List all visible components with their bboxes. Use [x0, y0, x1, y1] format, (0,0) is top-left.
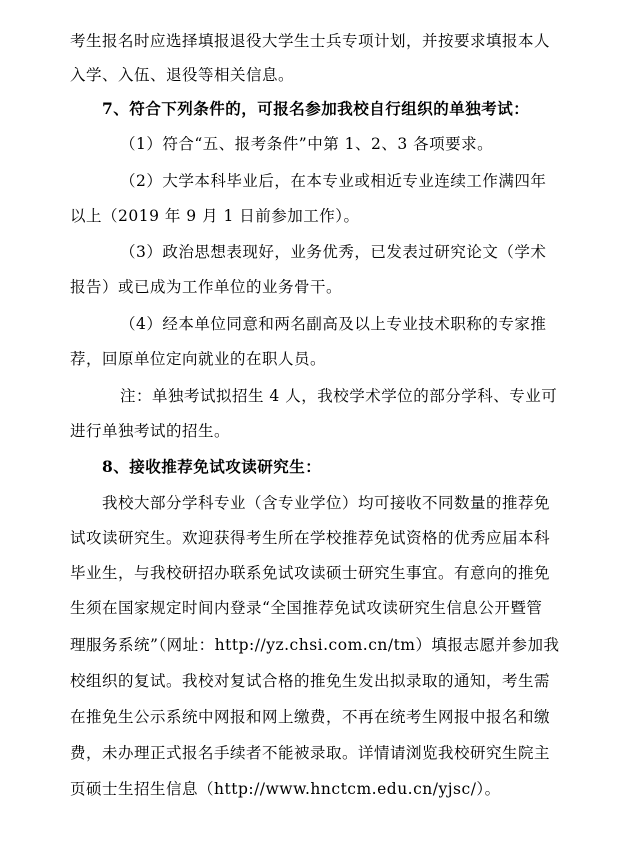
intro-line-2: 入学、入伍、退役等相关信息。	[70, 66, 295, 84]
section-8-body-line-4: 生须在国家规定时间内登录“全国推荐免试攻读研究生信息公开暨管	[70, 599, 543, 617]
condition-3-line-1: （3）政治思想表现好，业务优秀，已发表过研究论文（学术	[120, 243, 547, 261]
note-line-2: 进行单独考试的招生。	[70, 422, 231, 440]
condition-2-line-1: （2）大学本科毕业后，在本专业或相近专业连续工作满四年	[120, 172, 547, 190]
section-7-heading: 7、符合下列条件的，可报名参加我校自行组织的单独考试：	[102, 99, 530, 118]
condition-2-line-2: 以上（2019 年 9 月 1 日前参加工作）。	[70, 207, 360, 225]
section-8-heading: 8、接收推荐免试攻读研究生：	[102, 457, 322, 476]
note-line-1: 注：单独考试拟招生 4 人，我校学术学位的部分学科、专业可	[120, 387, 558, 405]
condition-4-line-1: （4）经本单位同意和两名副高及以上专业技术职称的专家推	[120, 315, 547, 333]
section-8-body-line-1: 我校大部分学科专业（含专业学位）均可接收不同数量的推荐免	[102, 494, 551, 512]
section-8-body-line-8: 费，未办理正式报名手续者不能被录取。详情请浏览我校研究生院主	[70, 744, 551, 762]
section-8-body-line-5: 理服务系统”（网址：http://yz.chsi.com.cn/tm）填报志愿并参加我	[70, 636, 560, 654]
condition-3-line-2: 报告）或已成为工作单位的业务骨干。	[70, 278, 343, 296]
condition-1: （1）符合“五、报考条件”中第 1、2、3 各项要求。	[120, 135, 494, 153]
section-8-body-line-3: 毕业生，与我校研招办联系免试攻读硕士研究生事宜。有意向的推免	[70, 564, 551, 582]
intro-line-1: 考生报名时应选择填报退役大学生士兵专项计划，并按要求填报本人	[70, 32, 551, 50]
condition-4-line-2: 荐，回原单位定向就业的在职人员。	[70, 350, 327, 368]
section-8-body-line-2: 试攻读研究生。欢迎获得考生所在学校推荐免试资格的优秀应届本科	[70, 529, 551, 547]
section-8-body-line-9: 页硕士生招生信息（http://www.hnctcm.edu.cn/yjsc/）。	[70, 780, 501, 798]
section-8-body-line-7: 在推免生公示系统中网报和网上缴费，不再在统考生网报中报名和缴	[70, 708, 551, 726]
section-8-body-line-6: 校组织的复试。我校对复试合格的推免生发出拟录取的通知，考生需	[70, 672, 551, 690]
